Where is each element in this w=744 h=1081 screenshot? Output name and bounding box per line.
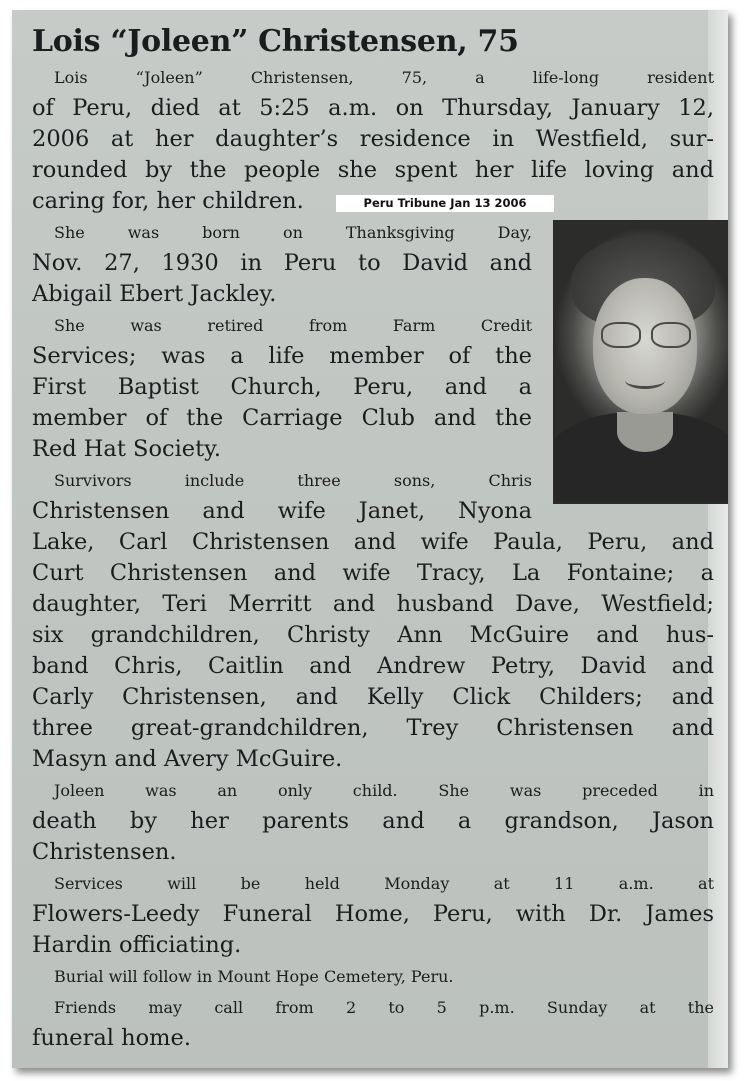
obituary-line: 2006 at her daughter’s residence in Westfield, sur- [32, 126, 714, 152]
obituary-line: three great-grandchildren, Trey Christensen and [32, 715, 714, 741]
obituary-line: Masyn and Avery McGuire. [32, 746, 343, 772]
obituary-line: Survivors include three sons, Chris [54, 471, 532, 490]
obituary-line: Carly Christensen, and Kelly Click Childers; and [32, 684, 714, 710]
obituary-line: Hardin officiating. [32, 932, 242, 958]
obituary-line: Services; was a life member of the [32, 343, 532, 369]
photo-collar [617, 412, 673, 452]
obituary-paragraph [32, 868, 714, 961]
obituary-paragraph [32, 62, 714, 217]
obituary-line: death by her parents and a grandson, Jason [32, 808, 714, 834]
obituary-line: of Peru, died at 5:25 a.m. on Thursday, January 12, [32, 95, 714, 121]
obituary-line: First Baptist Church, Peru, and a [32, 374, 532, 400]
obituary-line: Burial will follow in Mount Hope Cemetery, Peru. [54, 967, 454, 986]
obituary-line: She was retired from Farm Credit [54, 316, 532, 335]
obituary-line: Abigail Ebert Jackley. [32, 281, 277, 307]
obituary-line: Lake, Carl Christensen and wife Paula, Peru, and [32, 529, 714, 555]
obituary-line: Flowers-Leedy Funeral Home, Peru, with Dr. James [32, 901, 714, 927]
photo-glasses-right [651, 322, 691, 348]
obituary-line: Joleen was an only child. She was preceded in [54, 781, 714, 800]
obituary-line: caring for, her children. [32, 188, 304, 214]
obituary-paragraph [32, 992, 714, 1054]
obituary-headline: Lois “Joleen” Christensen, 75 [32, 24, 519, 59]
obituary-line: Friends may call from 2 to 5 p.m. Sunday at the [54, 998, 714, 1017]
obituary-line: six grandchildren, Christy Ann McGuire and hus- [32, 622, 714, 648]
obituary-line: Services will be held Monday at 11 a.m. at [54, 874, 714, 893]
obituary-line: Christensen and wife Janet, Nyona [32, 498, 532, 524]
obituary-paragraph [32, 775, 714, 868]
obituary-paragraph [32, 961, 714, 992]
obituary-line: Red Hat Society. [32, 436, 222, 462]
photo-smile [625, 372, 665, 389]
obituary-line: funeral home. [32, 1025, 191, 1051]
newspaper-clipping [12, 10, 728, 1068]
obituary-paragraph [32, 465, 714, 775]
source-label: Peru Tribune Jan 13 2006 [336, 195, 554, 212]
portrait-photo-icon [553, 220, 728, 504]
obituary-content [32, 24, 714, 1054]
obituary-line: Curt Christensen and wife Tracy, La Fontaine; a [32, 560, 714, 586]
obituary-line: rounded by the people she spent her life loving and [32, 157, 714, 183]
photo-glasses-left [601, 322, 641, 348]
obituary-line: daughter, Teri Merritt and husband Dave, Westfield; [32, 591, 714, 617]
obituary-line: Lois “Joleen” Christensen, 75, a life-long resident [54, 68, 714, 87]
obituary-line: band Chris, Caitlin and Andrew Petry, David and [32, 653, 714, 679]
obituary-line: She was born on Thanksgiving Day, [54, 223, 532, 242]
obituary-line: Nov. 27, 1930 in Peru to David and [32, 250, 532, 276]
obituary-line: Christensen. [32, 839, 177, 865]
obituary-line: member of the Carriage Club and the [32, 405, 532, 431]
